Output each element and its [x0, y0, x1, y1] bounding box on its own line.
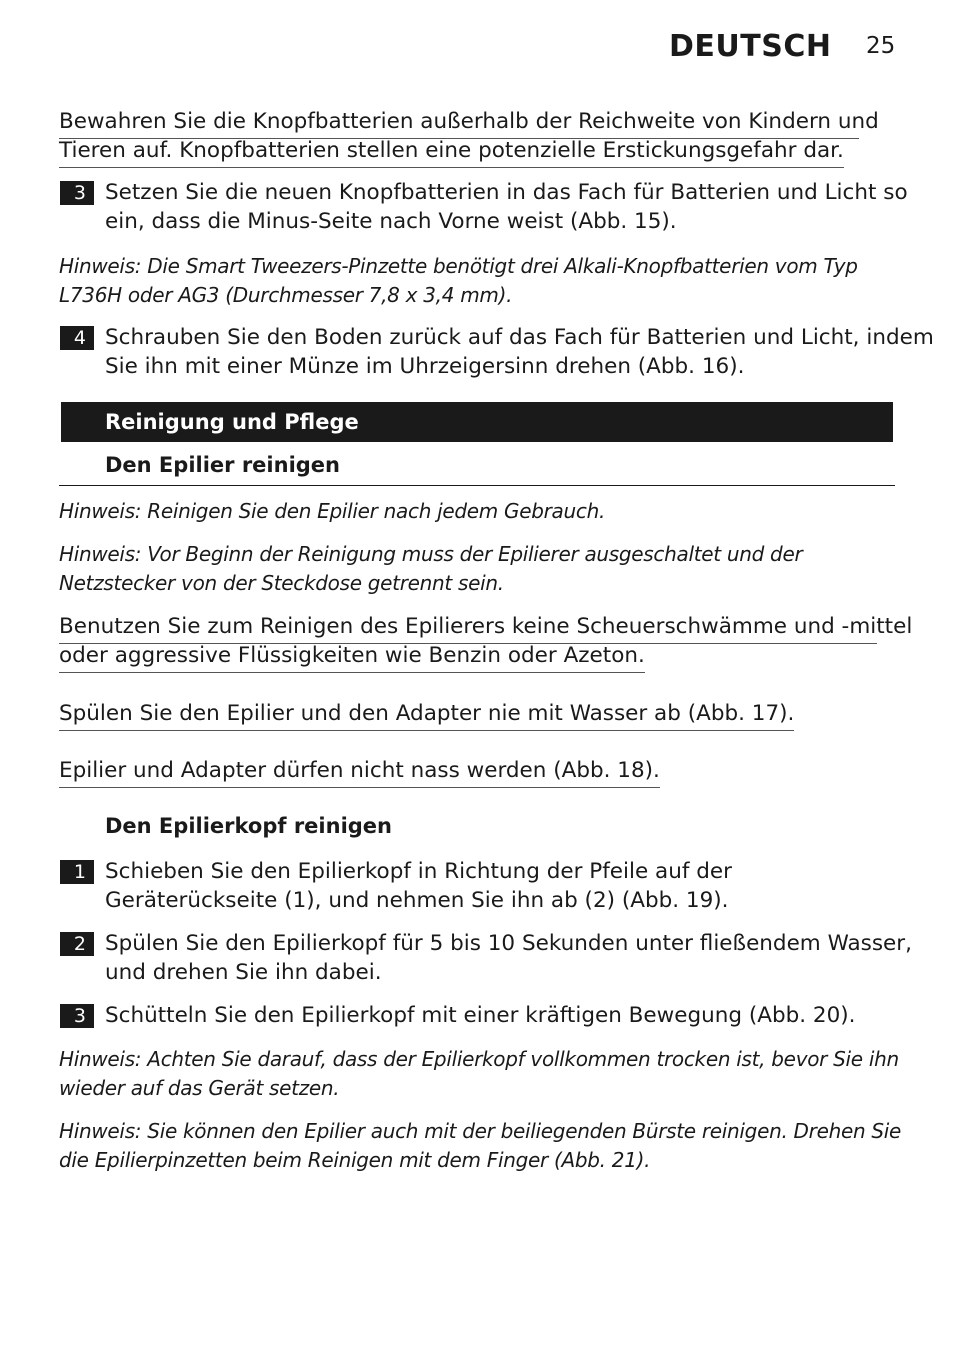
warning-batteries-line-1: Bewahren Sie die Knopfbatterien außerhalb der Reichweite von Kindern und [59, 107, 859, 139]
page-number: 25 [866, 33, 896, 59]
subheading-clean-epilator: Den Epilier reinigen [105, 453, 340, 477]
step-text-line: und drehen Sie ihn dabei. [105, 960, 382, 985]
note-dry-line-2: wieder auf das Gerät setzen. [59, 1076, 340, 1100]
note-tweezers-line-2: L736H oder AG3 (Durchmesser 7,8 x 3,4 mm). [59, 283, 513, 307]
step-number-badge: 3 [60, 181, 94, 205]
note-switch-off-line-1: Hinweis: Vor Beginn der Reinigung muss der Epilierer ausgeschaltet und der [59, 542, 803, 566]
step-number-badge: 3 [60, 1004, 94, 1028]
step-text-line: Schieben Sie den Epilierkopf in Richtung der Pfeile auf der [105, 859, 732, 884]
step-text-line: Schrauben Sie den Boden zurück auf das Fach für Batterien und Licht, indem [105, 325, 934, 350]
step-text-line: Spülen Sie den Epilierkopf für 5 bis 10 Sekunden unter fließendem Wasser, [105, 931, 912, 956]
note-brush-line-2: die Epilierpinzetten beim Reinigen mit dem Finger (Abb. 21). [59, 1148, 651, 1172]
subheading-clean-head: Den Epilierkopf reinigen [105, 814, 392, 838]
caution-scour-line-2: oder aggressive Flüssigkeiten wie Benzin oder Azeton. [59, 641, 645, 673]
header-language: DEUTSCH [669, 29, 832, 64]
note-switch-off-line-2: Netzstecker von der Steckdose getrennt sein. [59, 571, 504, 595]
step-text-line: ein, dass die Minus-Seite nach Vorne weist (Abb. 15). [105, 209, 677, 234]
note-clean-each-use: Hinweis: Reinigen Sie den Epilier nach jedem Gebrauch. [59, 499, 606, 523]
step-number-badge: 4 [60, 326, 94, 350]
caution-wet: Epilier und Adapter dürfen nicht nass werden (Abb. 18). [59, 756, 660, 788]
step-text-line: Geräterückseite (1), und nehmen Sie ihn ab (2) (Abb. 19). [105, 888, 729, 913]
note-tweezers-line-1: Hinweis: Die Smart Tweezers-Pinzette benötigt drei Alkali-Knopfbatterien vom Typ [59, 254, 858, 278]
subheading-rule [59, 485, 895, 486]
warning-batteries-line-2: Tieren auf. Knopfbatterien stellen eine potenzielle Erstickungsgefahr dar. [59, 136, 844, 168]
caution-rinse: Spülen Sie den Epilier und den Adapter nie mit Wasser ab (Abb. 17). [59, 699, 794, 731]
step-number-badge: 1 [60, 860, 94, 884]
step-text-line: Setzen Sie die neuen Knopfbatterien in das Fach für Batterien und Licht so [105, 180, 908, 205]
note-dry-line-1: Hinweis: Achten Sie darauf, dass der Epilierkopf vollkommen trocken ist, bevor Sie ihn [59, 1047, 899, 1071]
step-number-badge: 2 [60, 932, 94, 956]
note-brush-line-1: Hinweis: Sie können den Epilier auch mit der beiliegenden Bürste reinigen. Drehen Sie [59, 1119, 902, 1143]
section-title: Reinigung und Pflege [105, 410, 359, 434]
step-text-line: Schütteln Sie den Epilierkopf mit einer kräftigen Bewegung (Abb. 20). [105, 1003, 856, 1028]
step-text-line: Sie ihn mit einer Münze im Uhrzeigersinn drehen (Abb. 16). [105, 354, 745, 379]
caution-scour-line-1: Benutzen Sie zum Reinigen des Epilierers keine Scheuerschwämme und -mittel [59, 612, 877, 644]
